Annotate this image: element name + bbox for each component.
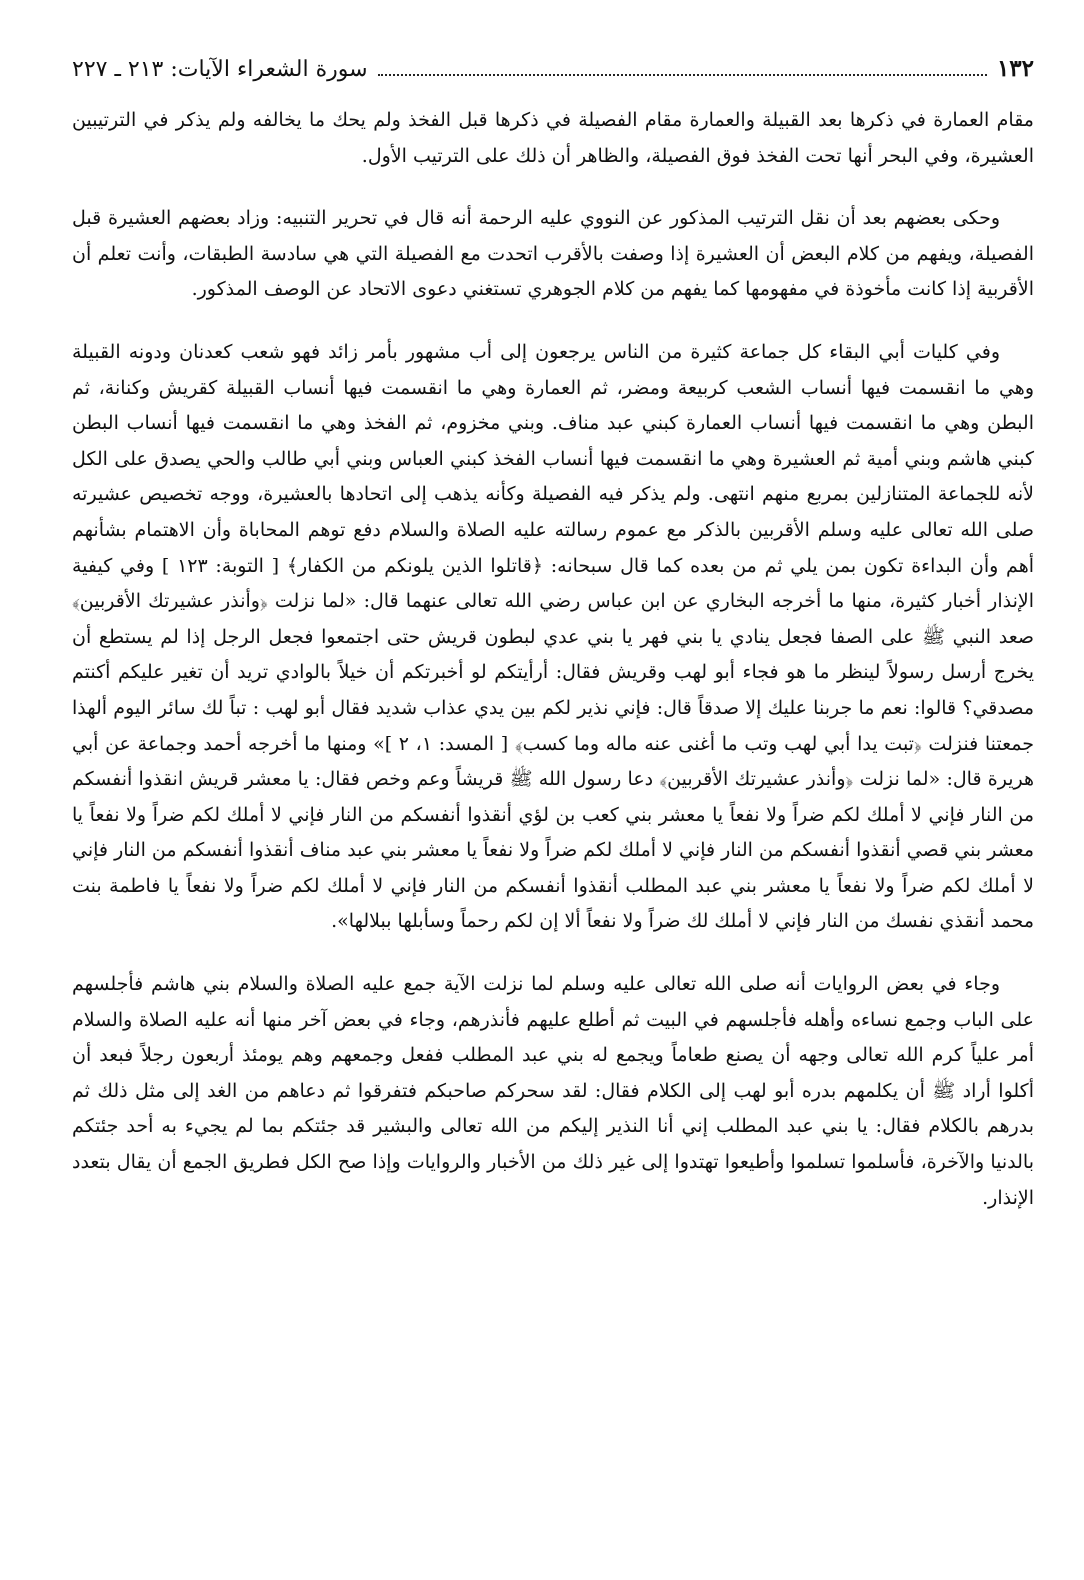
running-header [72,52,1034,87]
running-title: سورة الشعراء الآيات: ٢١٣ ـ ٢٢٧ [72,57,368,82]
paragraph: وفي كليات أبي البقاء كل جماعة كثيرة من الناس يرجعون إلى أب مشهور بأمر زائد فهو شعب كعدنان ودونه القبيلة وهي ما انقسمت فيها أنساب الشعب كربيعة ومضر، ثم العمارة وهي ما انقسمت فيها أنساب القبيلة كقريش وكنانة، ثم البطن وهي ما انقسمت فيها أنساب العمارة كبني عبد مناف. وبني مخزوم، ثم الفخذ وهي ما انقسمت فيها أنساب البطن كبني هاشم وبني أمية ثم العشيرة وهي ما انقسمت فيها أنساب الفخذ كبني العباس وبني أبي طالب والحي يصدق على الكل لأنه للجماعة المتنازلين بمربع منهم انتهى. ولم يذكر فيه الفصيلة وكأنه يذهب إلى اتحادها بالعشيرة، ووجه تخصيص عشيرته صلى الله تعالى عليه وسلم الأقربين بالذكر مع عموم رسالته عليه الصلاة والسلام دفع توهم المحاباة وأن الاهتمام بشأنهم أهم وأن البداءة تكون بمن يلي ثم من بعده كما قال سبحانه: ﴿قاتلوا الذين يلونكم من الكفار﴾ [ التوبة: ١٢٣ ] وفي كيفية الإنذار أخبار كثيرة، منها ما أخرجه البخاري عن ابن عباس رضي الله تعالى عنهما قال: «لما نزلت ﴿وأنذر عشيرتك الأقربين﴾ صعد النبي ﷺ على الصفا فجعل ينادي يا بني فهر يا بني عدي لبطون قريش حتى اجتمعوا فجعل الرجل إذا لم يستطع أن يخرج أرسل رسولاً لينظر ما هو فجاء أبو لهب وقريش فقال: أرأيتكم لو أخبرتكم أن خيلاً بالوادي تريد أن تغير عليكم أكنتم مصدقي؟ قالوا: نعم ما جربنا عليك إلا صدقاً قال: فإني نذير لكم بين يدي عذاب شديد فقال أبو لهب : تباً لك سائر اليوم ألهذا جمعتنا فنزلت ﴿تبت يدا أبي لهب وتب ما أغنى عنه ماله وما كسب﴾ [ المسد: ١، ٢ ]» ومنها ما أخرجه أحمد وجماعة عن أبي هريرة قال: «لما نزلت ﴿وأنذر عشيرتك الأقربين﴾ دعا رسول الله ﷺ قريشاً وعم وخص فقال: يا معشر قريش انقذوا أنفسكم من النار فإني لا أملك لكم ضراً ولا نفعاً يا معشر بني كعب بن لؤي أنقذوا أنفسكم من النار فإني لا أملك لكم ضراً ولا نفعاً يا معشر بني قصي أنقذوا أنفسكم من النار فإني لا أملك لكم ضراً ولا نفعاً يا معشر بني عبد مناف أنقذوا أنفسكم من النار فإني لا أملك لكم ضراً ولا نفعاً يا معشر بني عبد المطلب أنقذوا أنفسكم من النار فإني لا أملك لكم ضراً ولا نفعاً يا فاطمة بنت محمد أنقذي نفسك من النار فإني لا أملك لك ضراً ولا نفعاً ألا إن لكم رحماً وسأبلها ببلالها». [72,340,1034,933]
header-dot-leader [378,56,987,76]
paragraph: وحكى بعضهم بعد أن نقل الترتيب المذكور عن النووي عليه الرحمة أنه قال في تحرير التنبيه: وزاد بعضهم العشيرة قبل الفصيلة، ويفهم من كلام البعض أن العشيرة إذا وصفت بالأقرب اتحدت مع الفصيلة التي هي سادسة الطبقات، وأنت تعلم أن الأقربية إذا كانت مأخوذة في مفهومها كما يفهم من كلام الجوهري تستغني دعوى الاتحاد عن الوصف المذكور. [72,207,1034,301]
page-content [72,52,1034,1243]
paragraph: مقام العمارة في ذكرها بعد القبيلة والعمارة مقام الفصيلة في ذكرها قبل الفخذ ولم يحك ما يخالفه ولم يذكر في الترتيبين العشيرة، وفي البحر أنها تحت الفخذ فوق الفصيلة، والظاهر أن ذلك على الترتيب الأول. [72,109,1034,167]
page-number: ١٣٢ [996,55,1034,82]
paragraph: وجاء في بعض الروايات أنه صلى الله تعالى عليه وسلم لما نزلت الآية جمع عليه الصلاة والسلام بني هاشم فأجلسهم على الباب وجمع نساءه وأهله فأجلسهم في البيت ثم أطلع عليهم فأنذرهم، وجاء في بعض آخر منها أنه عليه الصلاة والسلام أمر علياً كرم الله تعالى وجهه أن يصنع طعاماً ويجمع له بني عبد المطلب ففعل وجمعهم وهم يومئذ أربعون رجلاً فبعد أن أكلوا أراد ﷺ أن يكلمهم بدره أبو لهب إلى الكلام فقال: لقد سحركم صاحبكم فتفرقوا ثم دعاهم من الغد إلى مثل ذلك ثم بدرهم بالكلام فقال: يا بني عبد المطلب إني أنا النذير إليكم من الله تعالى والبشير قد جئتكم بما لم يجيء به أحد جئتكم بالدنيا والآخرة، فأسلموا تسلموا وأطيعوا تهتدوا إلى غير ذلك من الأخبار والروايات وإذا صح الكل فطريق الجمع أن يقال بتعدد الإنذار. [72,973,1034,1209]
